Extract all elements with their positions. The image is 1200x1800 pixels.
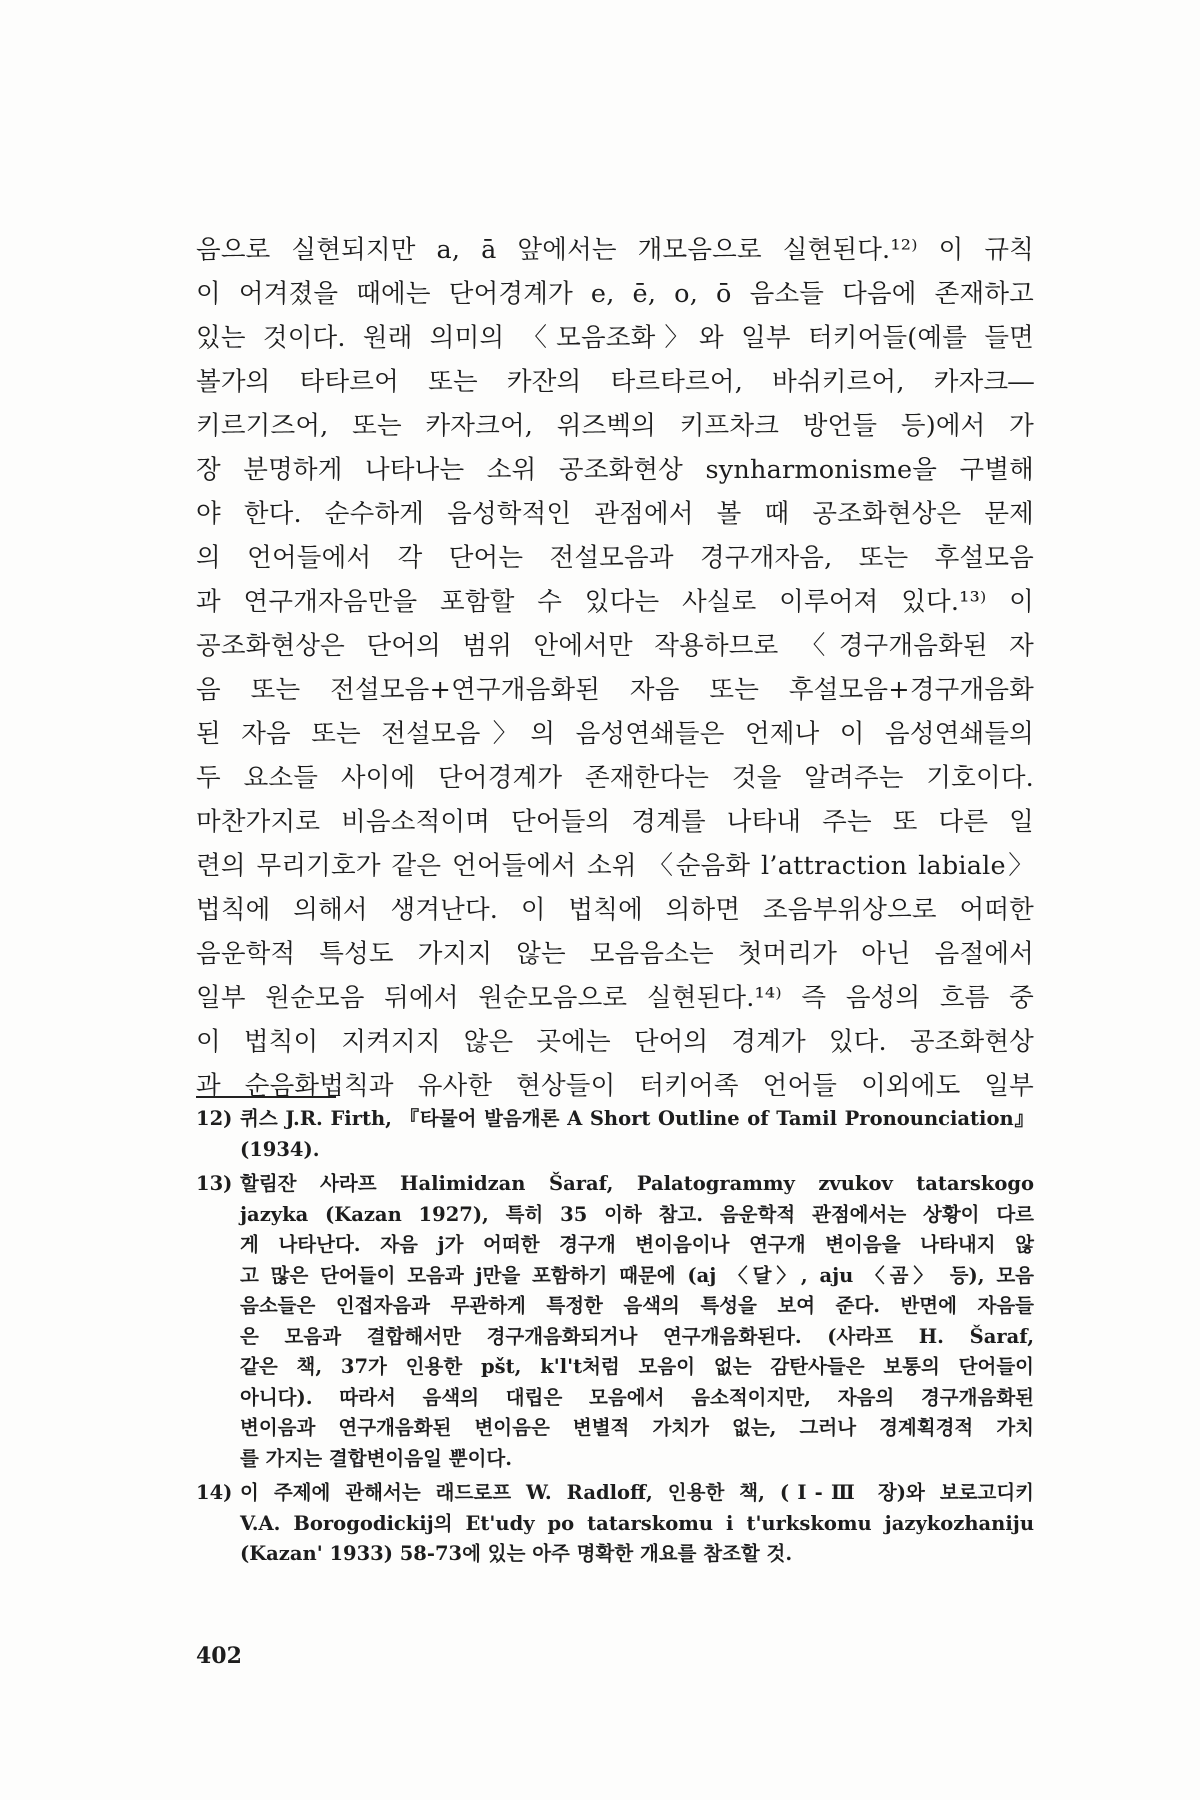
body-line: 야 한다. 순수하게 음성학적인 관점에서 볼 때 공조화현상은 문제 <box>196 499 1034 529</box>
body-line: 음운학적 특성도 가지지 않는 모음음소는 첫머리가 아닌 음절에서 <box>196 939 1034 969</box>
footnote-number: 14) <box>196 1481 233 1504</box>
body-line: 있는 것이다. 원래 의미의 〈모음조화〉와 일부 터키어들(예를 들면 <box>196 323 1034 353</box>
body-line: 공조화현상은 단어의 범위 안에서만 작용하므로 〈경구개음화된 자 <box>196 631 1034 661</box>
body-line: 과 순음화법칙과 유사한 현상들이 터키어족 언어들 이외에도 일부 <box>196 1071 1034 1101</box>
body-line: 련의 무리기호가 같은 언어들에서 소위 〈순음화 l’attraction labiale〉 <box>196 851 1034 881</box>
footnote-line: (Kazan' 1933) 58-73에 있는 아주 명확한 개요를 참조할 것. <box>240 1542 793 1565</box>
body-line: 이 법칙이 지켜지지 않은 곳에는 단어의 경계가 있다. 공조화현상 <box>196 1027 1034 1057</box>
footnote-number: 13) <box>196 1172 233 1195</box>
footnote-line: 음소들은 인접자음과 무관하게 특정한 음색의 특성을 보여 준다. 반면에 자음들 <box>240 1294 1034 1317</box>
footnote-line: V.A. Borogodickij의 Et'udy po tatarskomu i t'urkskomu jazykozhaniju <box>240 1511 1034 1535</box>
footnote-12 <box>196 1104 1034 1165</box>
body-line: 음 또는 전설모음+연구개음화된 자음 또는 후설모음+경구개음화 <box>196 675 1034 705</box>
body-line: 두 요소들 사이에 단어경계가 존재한다는 것을 알려주는 기호이다. <box>196 763 1034 793</box>
body-line: 음으로 실현되지만 a, ā 앞에서는 개모음으로 실현된다.¹²⁾ 이 규칙 <box>196 235 1034 265</box>
footnote-line: 같은 책, 37가 인용한 pšt, k'l't처럼 모음이 없는 감탄사들은 보통의 단어들이 <box>240 1355 1034 1378</box>
footnote-line: 퀴스 J.R. Firth, 『타물어 발음개론 A Short Outline of Tamil Pronounciation』 <box>240 1107 1034 1130</box>
body-line: 법칙에 의해서 생겨난다. 이 법칙에 의하면 조음부위상으로 어떠한 <box>196 895 1034 925</box>
body-line: 과 연구개자음만을 포함할 수 있다는 사실로 이루어져 있다.¹³⁾ 이 <box>196 587 1034 617</box>
footnote-line: 할림잔 사라프 Halimidzan Šaraf, Palatogrammy zvukov tatarskogo <box>240 1172 1034 1195</box>
footnote-line: 고 많은 단어들이 모음과 j만을 포함하기 때문에 (aj 〈달〉, aju 〈곰〉 등), 모음 <box>240 1263 1034 1287</box>
body-line: 이 어겨졌을 때에는 단어경계가 e, ē, o, ō 음소들 다음에 존재하고 <box>196 279 1034 309</box>
body-line: 된 자음 또는 전설모음〉의 음성연쇄들은 언제나 이 음성연쇄들의 <box>196 719 1034 749</box>
body-line: 볼가의 타타르어 또는 카잔의 타르타르어, 바쉬키르어, 카자크― <box>196 367 1034 397</box>
footnote-line: 이 주제에 관해서는 래드로프 W. Radloff, 인용한 책, (Ⅰ-Ⅲ 장)와 보로고디키 <box>240 1481 1034 1504</box>
footnote-line: 변이음과 연구개음화된 변이음은 변별적 가치가 없는, 그러나 경계획경적 가치 <box>240 1416 1034 1439</box>
footnote-line: 아니다). 따라서 음색의 대립은 모음에서 음소적이지만, 자음의 경구개음화된 <box>240 1385 1034 1409</box>
main-text <box>196 228 1034 1108</box>
page-number: 402 <box>196 1643 242 1669</box>
body-line: 장 분명하게 나타나는 소위 공조화현상 synharmonisme을 구별해 <box>196 455 1034 485</box>
footnote-13 <box>196 1169 1034 1474</box>
footnote-line: 게 나타난다. 자음 j가 어떠한 경구개 변이음이나 연구개 변이음을 나타내지 않 <box>240 1233 1034 1256</box>
footnote-14 <box>196 1478 1034 1570</box>
footnote-line: (1934). <box>240 1137 320 1161</box>
footnote-line: jazyka (Kazan 1927), 특히 35 이하 참고. 음운학적 관점에서는 상황이 다르 <box>240 1202 1034 1226</box>
footnote-number: 12) <box>196 1107 233 1130</box>
footnotes <box>196 1104 1034 1574</box>
body-line: 일부 원순모음 뒤에서 원순모음으로 실현된다.¹⁴⁾ 즉 음성의 흐름 중 <box>196 983 1034 1013</box>
footnote-line: 은 모음과 결합해서만 경구개음화되거나 연구개음화된다. (사라프 H. Šaraf, <box>240 1324 1034 1348</box>
footnote-separator <box>196 1096 336 1098</box>
body-line: 마찬가지로 비음소적이며 단어들의 경계를 나타내 주는 또 다른 일 <box>196 807 1034 837</box>
footnote-line: 를 가지는 결합변이음일 뿐이다. <box>240 1446 513 1470</box>
body-line: 키르기즈어, 또는 카자크어, 위즈벡의 키프차크 방언들 등)에서 가 <box>196 411 1034 441</box>
body-line: 의 언어들에서 각 단어는 전설모음과 경구개자음, 또는 후설모음 <box>196 543 1034 573</box>
